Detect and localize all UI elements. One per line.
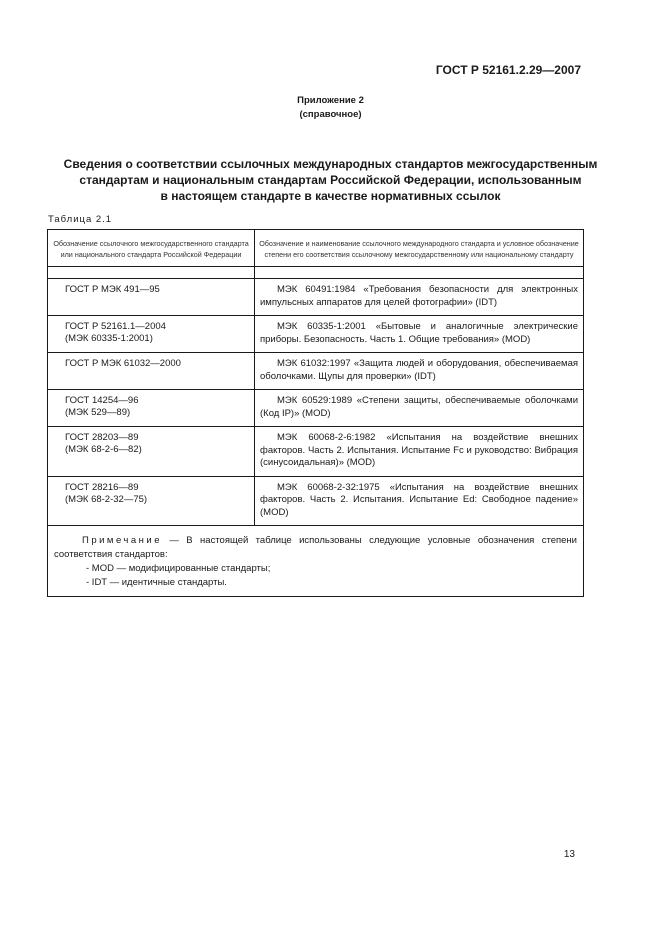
standard-designation: ГОСТ Р 52161.2.29—2007 <box>435 63 581 77</box>
note-item-idt: - IDT — идентичные стандарты. <box>86 577 227 588</box>
table-row <box>48 353 584 390</box>
international-standard-cell: МЭК 60491:1984 «Требования безопасности для электронных импульсных аппаратов для целей фотографии» (IDT) <box>255 279 584 316</box>
table-note-row <box>48 526 584 597</box>
international-standard-cell: МЭК 61032:1997 «Защита людей и оборудования, обеспечиваемая оболочками. Щупы для проверки» (IDT) <box>255 353 584 390</box>
national-standard-code: ГОСТ 28203—89 <box>65 432 139 443</box>
national-standard-cell <box>48 353 255 390</box>
international-standard-cell: МЭК 60529:1989 «Степени защиты, обеспечиваемые оболочками (Код IP)» (MOD) <box>255 390 584 427</box>
note-intro <box>54 534 577 562</box>
column-header-national-standard: Обозначение ссылочного межгосударственного стандарта или национального стандарта Российской Федерации <box>48 230 255 267</box>
appendix-type: (справочное) <box>299 109 362 120</box>
international-standard-cell: МЭК 60335-1:2001 «Бытовые и аналогичные электрические приборы. Безопасность. Часть 1. Общие требования» (MOD) <box>255 316 584 353</box>
table-row <box>48 476 584 526</box>
national-standard-code: ГОСТ Р МЭК 491—95 <box>65 284 160 295</box>
national-standard-code: ГОСТ Р 52161.1—2004 <box>65 321 166 332</box>
table-header-row <box>48 230 584 267</box>
note-item-mod: - MOD — модифицированные стандарты; <box>86 563 271 574</box>
column-header-international-standard: Обозначение и наименование ссылочного международного стандарта и условное обозначение степени его соответствия ссылочному межгосударственному или национальному стандарту <box>255 230 584 267</box>
table-row <box>48 427 584 477</box>
table-row <box>48 390 584 427</box>
table-note <box>48 526 584 597</box>
title-line-3: в настоящем стандарте в качестве нормативных ссылок <box>160 189 501 203</box>
appendix-heading <box>0 94 661 122</box>
related-iec-code: (МЭК 68-2-6—82) <box>65 444 142 455</box>
table-row <box>48 279 584 316</box>
document-title <box>50 156 611 204</box>
table-row <box>48 316 584 353</box>
national-standard-code: ГОСТ 28216—89 <box>65 481 139 493</box>
table-spacer-row <box>48 267 584 279</box>
national-standard-cell <box>48 427 255 477</box>
note-label: Примечание <box>82 535 162 546</box>
national-standard-code: ГОСТ Р МЭК 61032—2000 <box>65 358 181 369</box>
international-standard-cell: МЭК 60068-2-6:1982 «Испытания на воздействие внешних факторов. Часть 2. Испытания. Испытание Fc и руководство: Вибрация (синусоидальная)» (MOD) <box>255 427 584 477</box>
national-standard-code: ГОСТ 14254—96 <box>65 395 139 406</box>
national-standard-cell <box>48 316 255 353</box>
related-iec-code: (МЭК 60335-1:2001) <box>65 333 153 344</box>
note-text: — В настоящей таблице использованы следующие условные обозначения степени соответствия стандартов: <box>54 535 577 560</box>
international-standard-cell: МЭК 60068-2-32:1975 «Испытания на воздействие внешних факторов. Часть 2. Испытания. Испытание Ed: Свободное падение» (MOD) <box>255 476 584 526</box>
table-label: Таблица 2.1 <box>48 214 113 225</box>
correspondence-table <box>47 229 584 597</box>
national-standard-cell <box>48 476 255 526</box>
related-iec-code: (МЭК 529—89) <box>65 407 131 418</box>
national-standard-cell <box>48 279 255 316</box>
appendix-label: Приложение 2 <box>297 95 364 106</box>
title-line-1: Сведения о соответствии ссылочных международных стандартов межгосударственным <box>63 157 598 171</box>
related-iec-code: (МЭК 68-2-32—75) <box>65 493 148 505</box>
title-line-2: стандартам и национальным стандартам Российской Федерации, использованным <box>79 173 582 187</box>
page-number: 13 <box>563 849 575 860</box>
national-standard-cell <box>48 390 255 427</box>
